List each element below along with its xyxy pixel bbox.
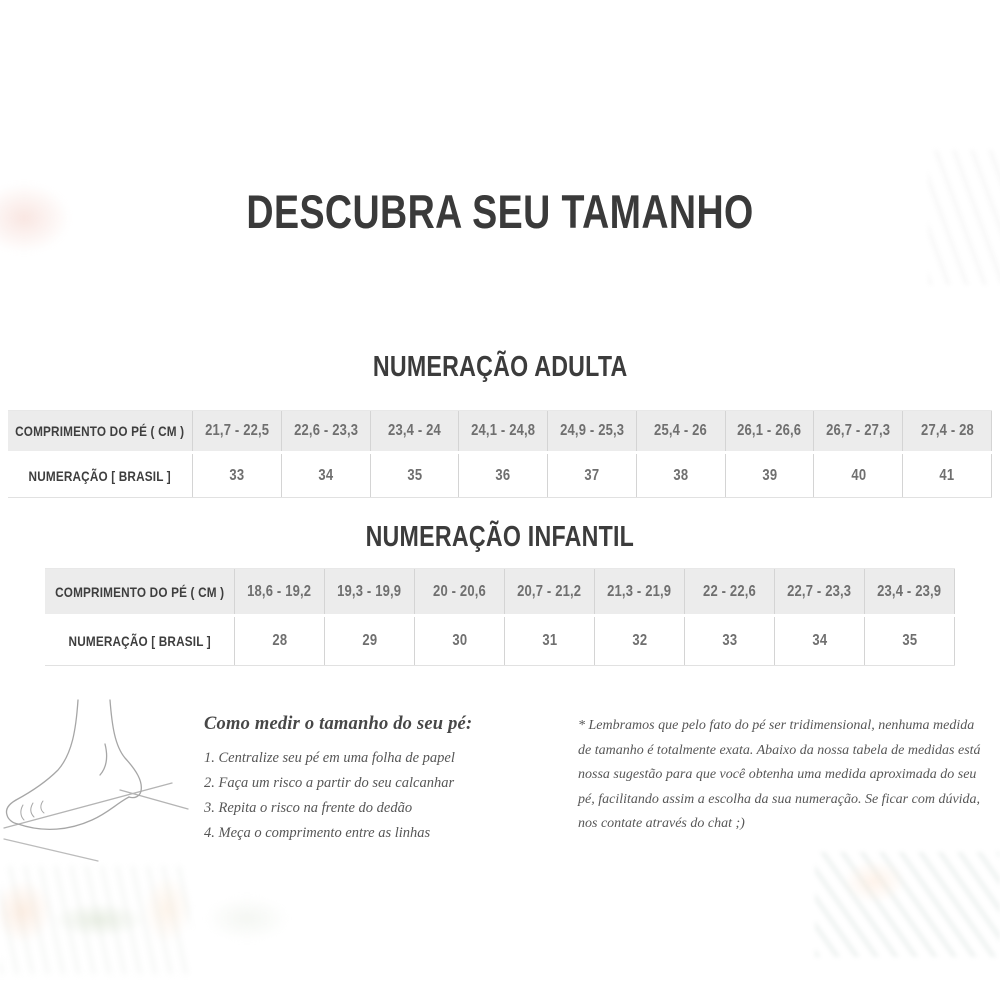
how-to-step-2: 2. Faça um risco a partir do seu calcanhar bbox=[204, 775, 455, 791]
kids-section-heading: NUMERAÇÃO INFANTIL bbox=[365, 521, 635, 553]
table-cell: 21,7 - 22,5 bbox=[193, 411, 282, 451]
table-cell: 38 bbox=[637, 454, 726, 497]
how-to-heading: Como medir o tamanho do seu pé: bbox=[204, 714, 473, 734]
table-cell: 32 bbox=[595, 617, 685, 665]
adult-section-heading: NUMERAÇÃO ADULTA bbox=[372, 351, 628, 383]
adult-foot-length-row bbox=[8, 410, 992, 454]
kids-size-table bbox=[45, 568, 955, 666]
table-cell: 19,3 - 19,9 bbox=[325, 569, 415, 614]
table-cell: 28 bbox=[235, 617, 325, 665]
table-cell: 24,1 - 24,8 bbox=[459, 411, 548, 451]
table-cell: 22,7 - 23,3 bbox=[775, 569, 865, 614]
table-cell: 31 bbox=[505, 617, 595, 665]
table-cell: 34 bbox=[775, 617, 865, 665]
how-to-measure-section bbox=[204, 714, 574, 846]
table-cell: 18,6 - 19,2 bbox=[235, 569, 325, 614]
adult-size-number-label-cell: NUMERAÇÃO [ BRASIL ] bbox=[8, 454, 193, 497]
how-to-step-3: 3. Repita o risco na frente do dedão bbox=[204, 800, 413, 816]
table-cell: 23,4 - 24 bbox=[371, 411, 460, 451]
adult-foot-length-label-cell: COMPRIMENTO DO PÉ ( CM ) bbox=[8, 411, 193, 451]
table-cell: 22 - 22,6 bbox=[685, 569, 775, 614]
table-cell: 20,7 - 21,2 bbox=[505, 569, 595, 614]
table-cell: 35 bbox=[865, 617, 955, 665]
table-cell: 34 bbox=[282, 454, 371, 497]
watermark-bottom-left-decoration bbox=[0, 866, 190, 974]
table-cell: 22,6 - 23,3 bbox=[282, 411, 371, 451]
table-cell: 40 bbox=[814, 454, 903, 497]
table-cell: 33 bbox=[193, 454, 282, 497]
table-cell: 41 bbox=[903, 454, 992, 497]
how-to-step-1: 1. Centralize seu pé em uma folha de papel bbox=[204, 750, 455, 766]
kids-size-number-label-cell: NUMERAÇÃO [ BRASIL ] bbox=[45, 617, 235, 665]
kids-size-number-row bbox=[45, 617, 955, 666]
table-cell: 30 bbox=[415, 617, 505, 665]
table-cell: 26,7 - 27,3 bbox=[814, 411, 903, 451]
watermark-bottom-center-decoration bbox=[182, 878, 312, 968]
table-cell: 27,4 - 28 bbox=[903, 411, 992, 451]
table-cell: 25,4 - 26 bbox=[637, 411, 726, 451]
table-cell: 29 bbox=[325, 617, 415, 665]
disclaimer-note: * Lembramos que pelo fato do pé ser tridimensional, nenhuma medida de tamanho é totalmente exata. Abaixo da nossa tabela de medidas está nossa sugestão para que você obtenha uma medida aproximada do seu pé, facilitando assim a escolha da sua numeração. Se ficar com dúvida, nos contate através do chat ;) bbox=[578, 718, 981, 831]
kids-foot-length-label-cell: COMPRIMENTO DO PÉ ( CM ) bbox=[45, 569, 235, 614]
table-cell: 35 bbox=[371, 454, 460, 497]
table-cell: 24,9 - 25,3 bbox=[548, 411, 637, 451]
table-cell: 23,4 - 23,9 bbox=[865, 569, 955, 614]
watermark-bottom-right-decoration bbox=[815, 852, 1000, 957]
table-cell: 20 - 20,6 bbox=[415, 569, 505, 614]
kids-foot-length-row bbox=[45, 568, 955, 617]
page-title-text: DESCUBRA SEU TAMANHO bbox=[246, 185, 754, 238]
adult-size-number-row bbox=[8, 454, 992, 498]
table-cell: 21,3 - 21,9 bbox=[595, 569, 685, 614]
table-cell: 36 bbox=[459, 454, 548, 497]
table-cell: 26,1 - 26,6 bbox=[726, 411, 815, 451]
table-cell: 37 bbox=[548, 454, 637, 497]
how-to-step-4: 4. Meça o comprimento entre as linhas bbox=[204, 825, 431, 841]
table-cell: 33 bbox=[685, 617, 775, 665]
table-cell: 39 bbox=[726, 454, 815, 497]
page-title bbox=[0, 184, 1000, 239]
adult-size-table bbox=[8, 410, 992, 498]
foot-illustration bbox=[2, 698, 194, 867]
foot-drawing-icon bbox=[2, 698, 194, 862]
